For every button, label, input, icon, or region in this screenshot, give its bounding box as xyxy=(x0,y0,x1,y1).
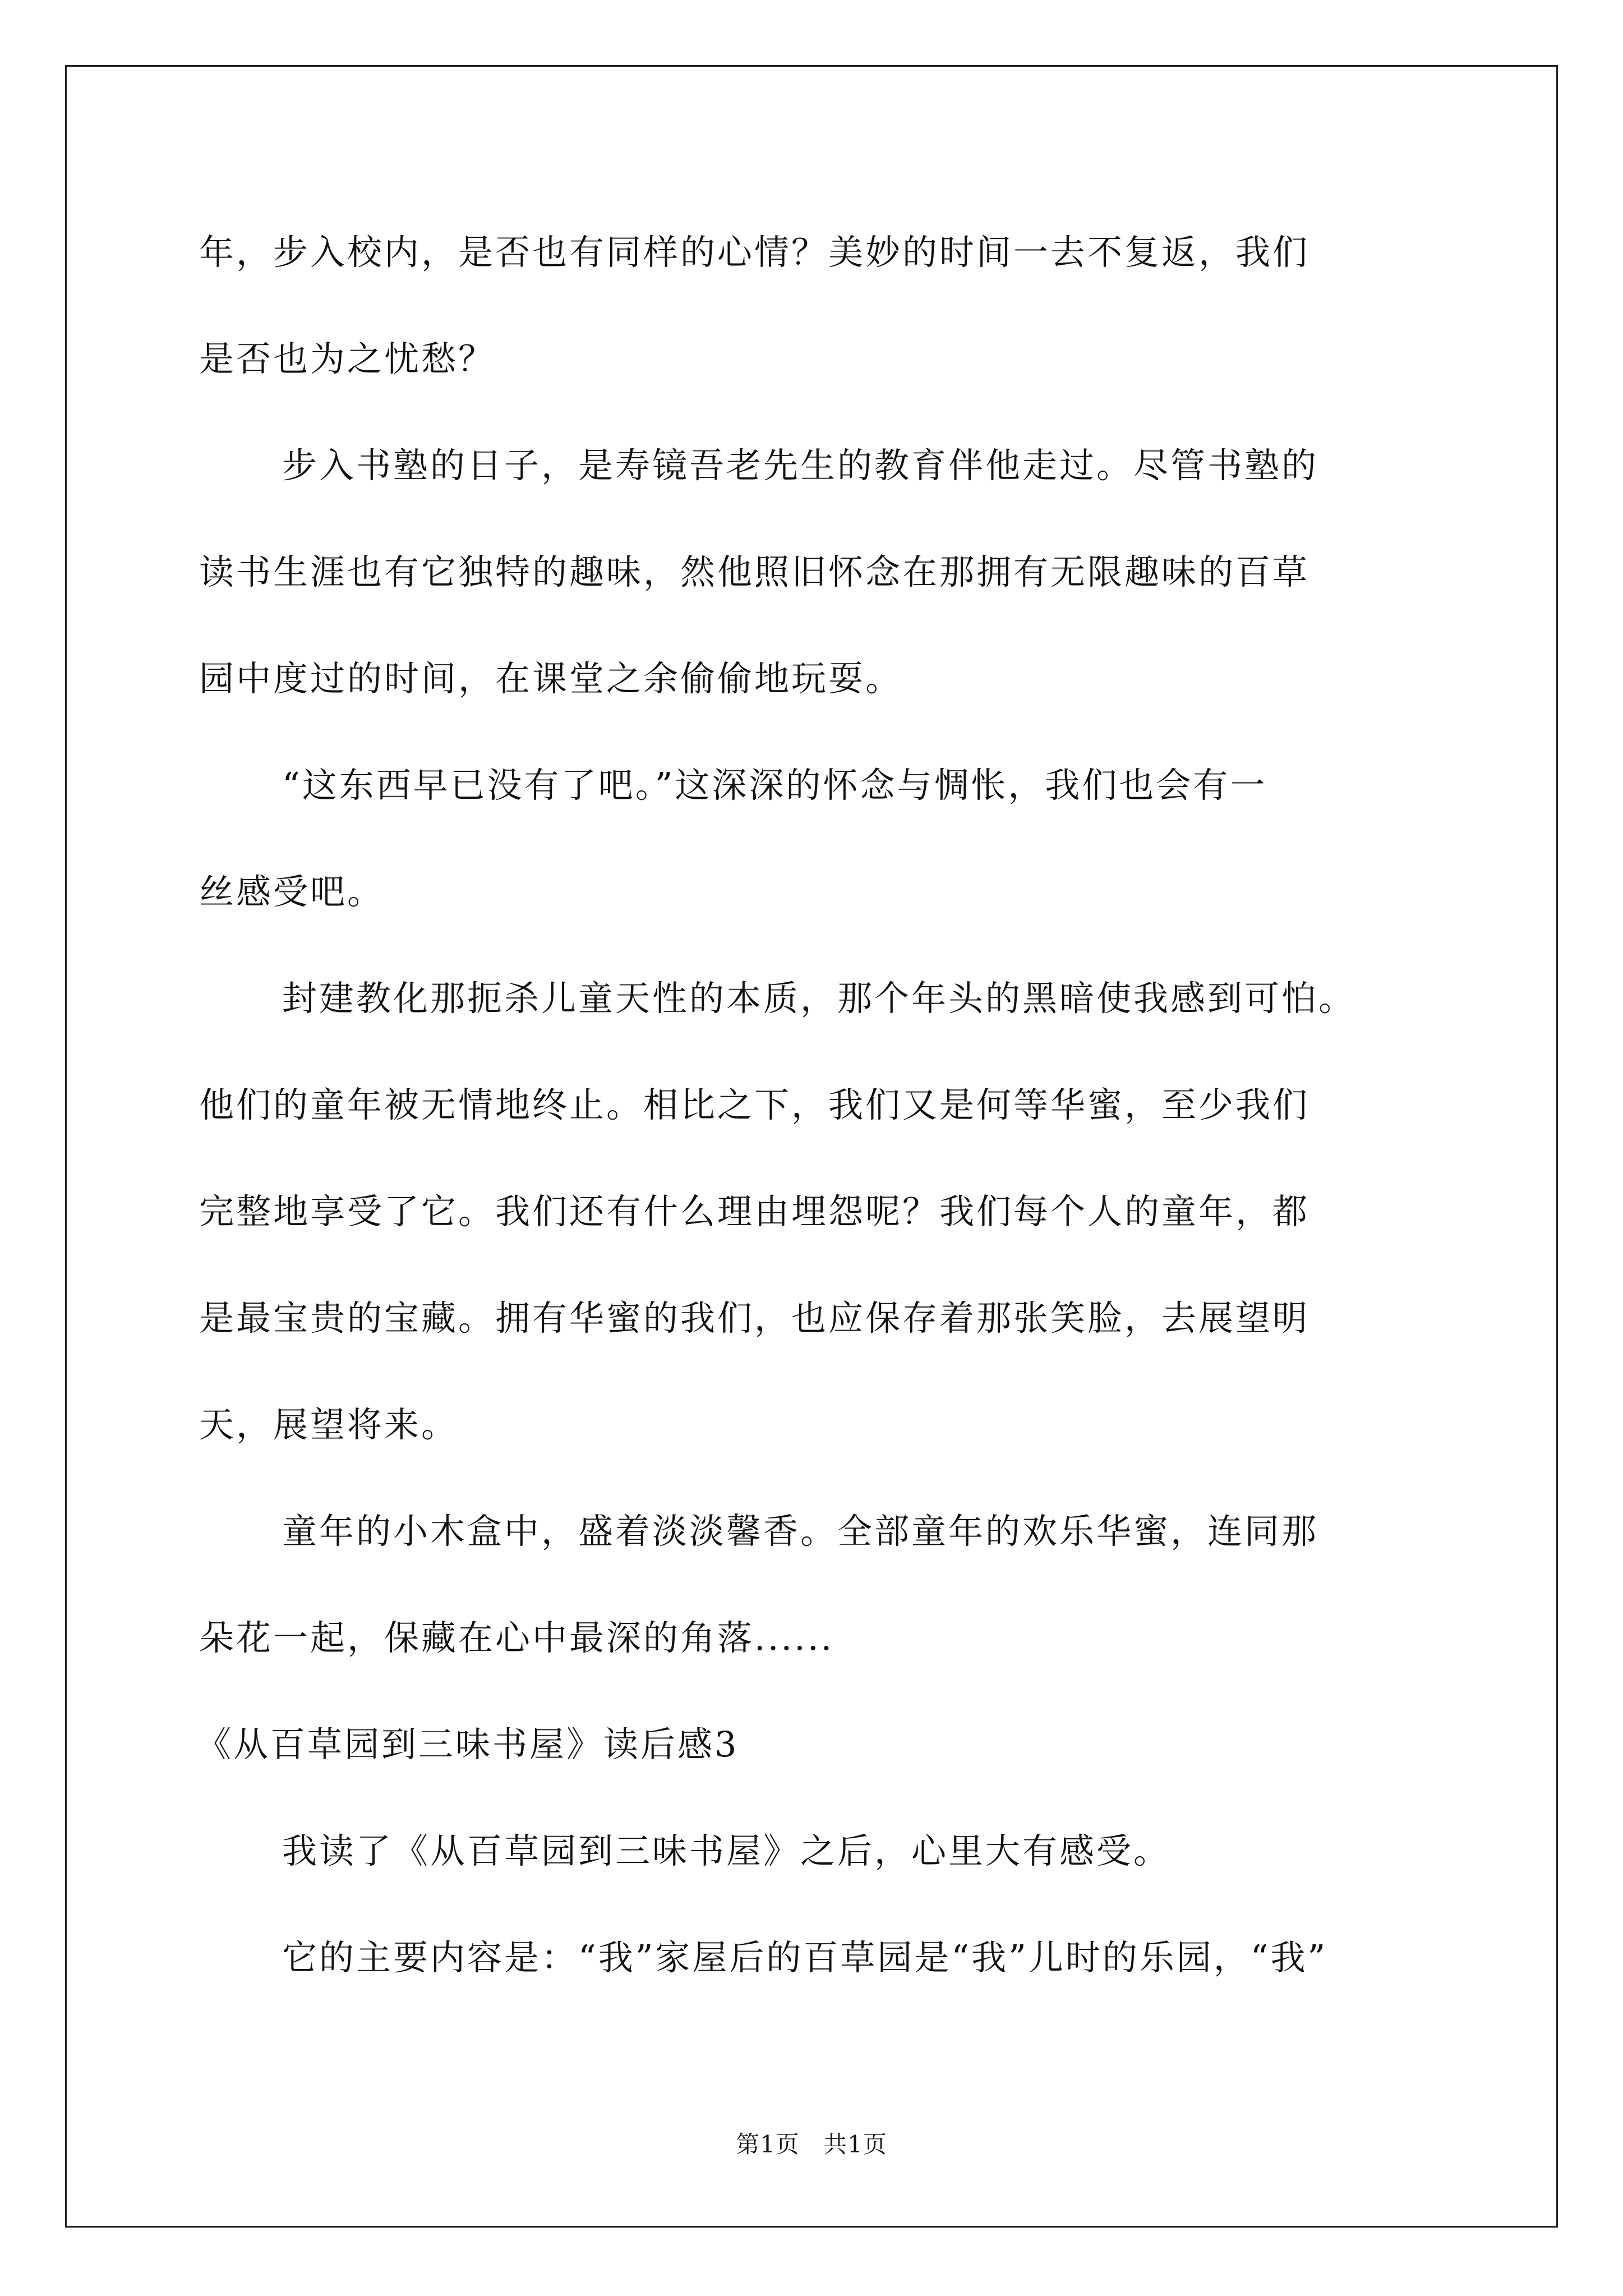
paragraph-start: “这东西早已没有了吧。”这深深的怀念与惆怅，我们也会有一 xyxy=(282,765,1267,806)
body-line: 他们的童年被无情地终止。相比之下，我们又是何等华蜜，至少我们 xyxy=(199,1084,1310,1125)
paragraph-start: 步入书塾的日子，是寿镜吾老先生的教育伴他走过。尽管书塾的 xyxy=(282,445,1319,486)
body-line: 丝感受吧。 xyxy=(199,871,385,912)
page-footer xyxy=(0,2126,1623,2160)
body-line: 完整地享受了它。我们还有什么理由埋怨呢？我们每个人的童年，都 xyxy=(199,1191,1310,1232)
paragraph-start: 我读了《从百草园到三味书屋》之后，心里大有感受。 xyxy=(282,1830,1171,1871)
body-line: 读书生涯也有它独特的趣味，然他照旧怀念在那拥有无限趣味的百草 xyxy=(199,551,1310,592)
body-line: 朵花一起，保藏在心中最深的角落...... xyxy=(199,1617,834,1658)
body-line: 是否也为之忧愁？ xyxy=(199,338,496,379)
section-heading: 《从百草园到三味书屋》读后感3 xyxy=(196,1724,739,1765)
body-line: 园中度过的时间，在课堂之余偷偷地玩耍。 xyxy=(199,658,903,699)
document-body xyxy=(196,199,1455,2011)
paragraph-start: 童年的小木盒中，盛着淡淡馨香。全部童年的欢乐华蜜，连同那 xyxy=(282,1511,1319,1552)
page-number-current: 第1页 xyxy=(736,2131,800,2158)
paragraph-start: 它的主要内容是：“我”家屋后的百草园是“我”儿时的乐园，“我” xyxy=(282,1937,1328,1978)
body-line: 年，步入校内，是否也有同样的心情？美妙的时间一去不复返，我们 xyxy=(199,232,1310,273)
body-line: 天，展望将来。 xyxy=(199,1404,459,1445)
page-number-total: 共1页 xyxy=(823,2131,887,2158)
body-line: 是最宝贵的宝藏。拥有华蜜的我们，也应保存着那张笑脸，去展望明 xyxy=(199,1297,1310,1338)
paragraph-start: 封建教化那扼杀儿童天性的本质，那个年头的黑暗使我感到可怕。 xyxy=(282,978,1356,1019)
